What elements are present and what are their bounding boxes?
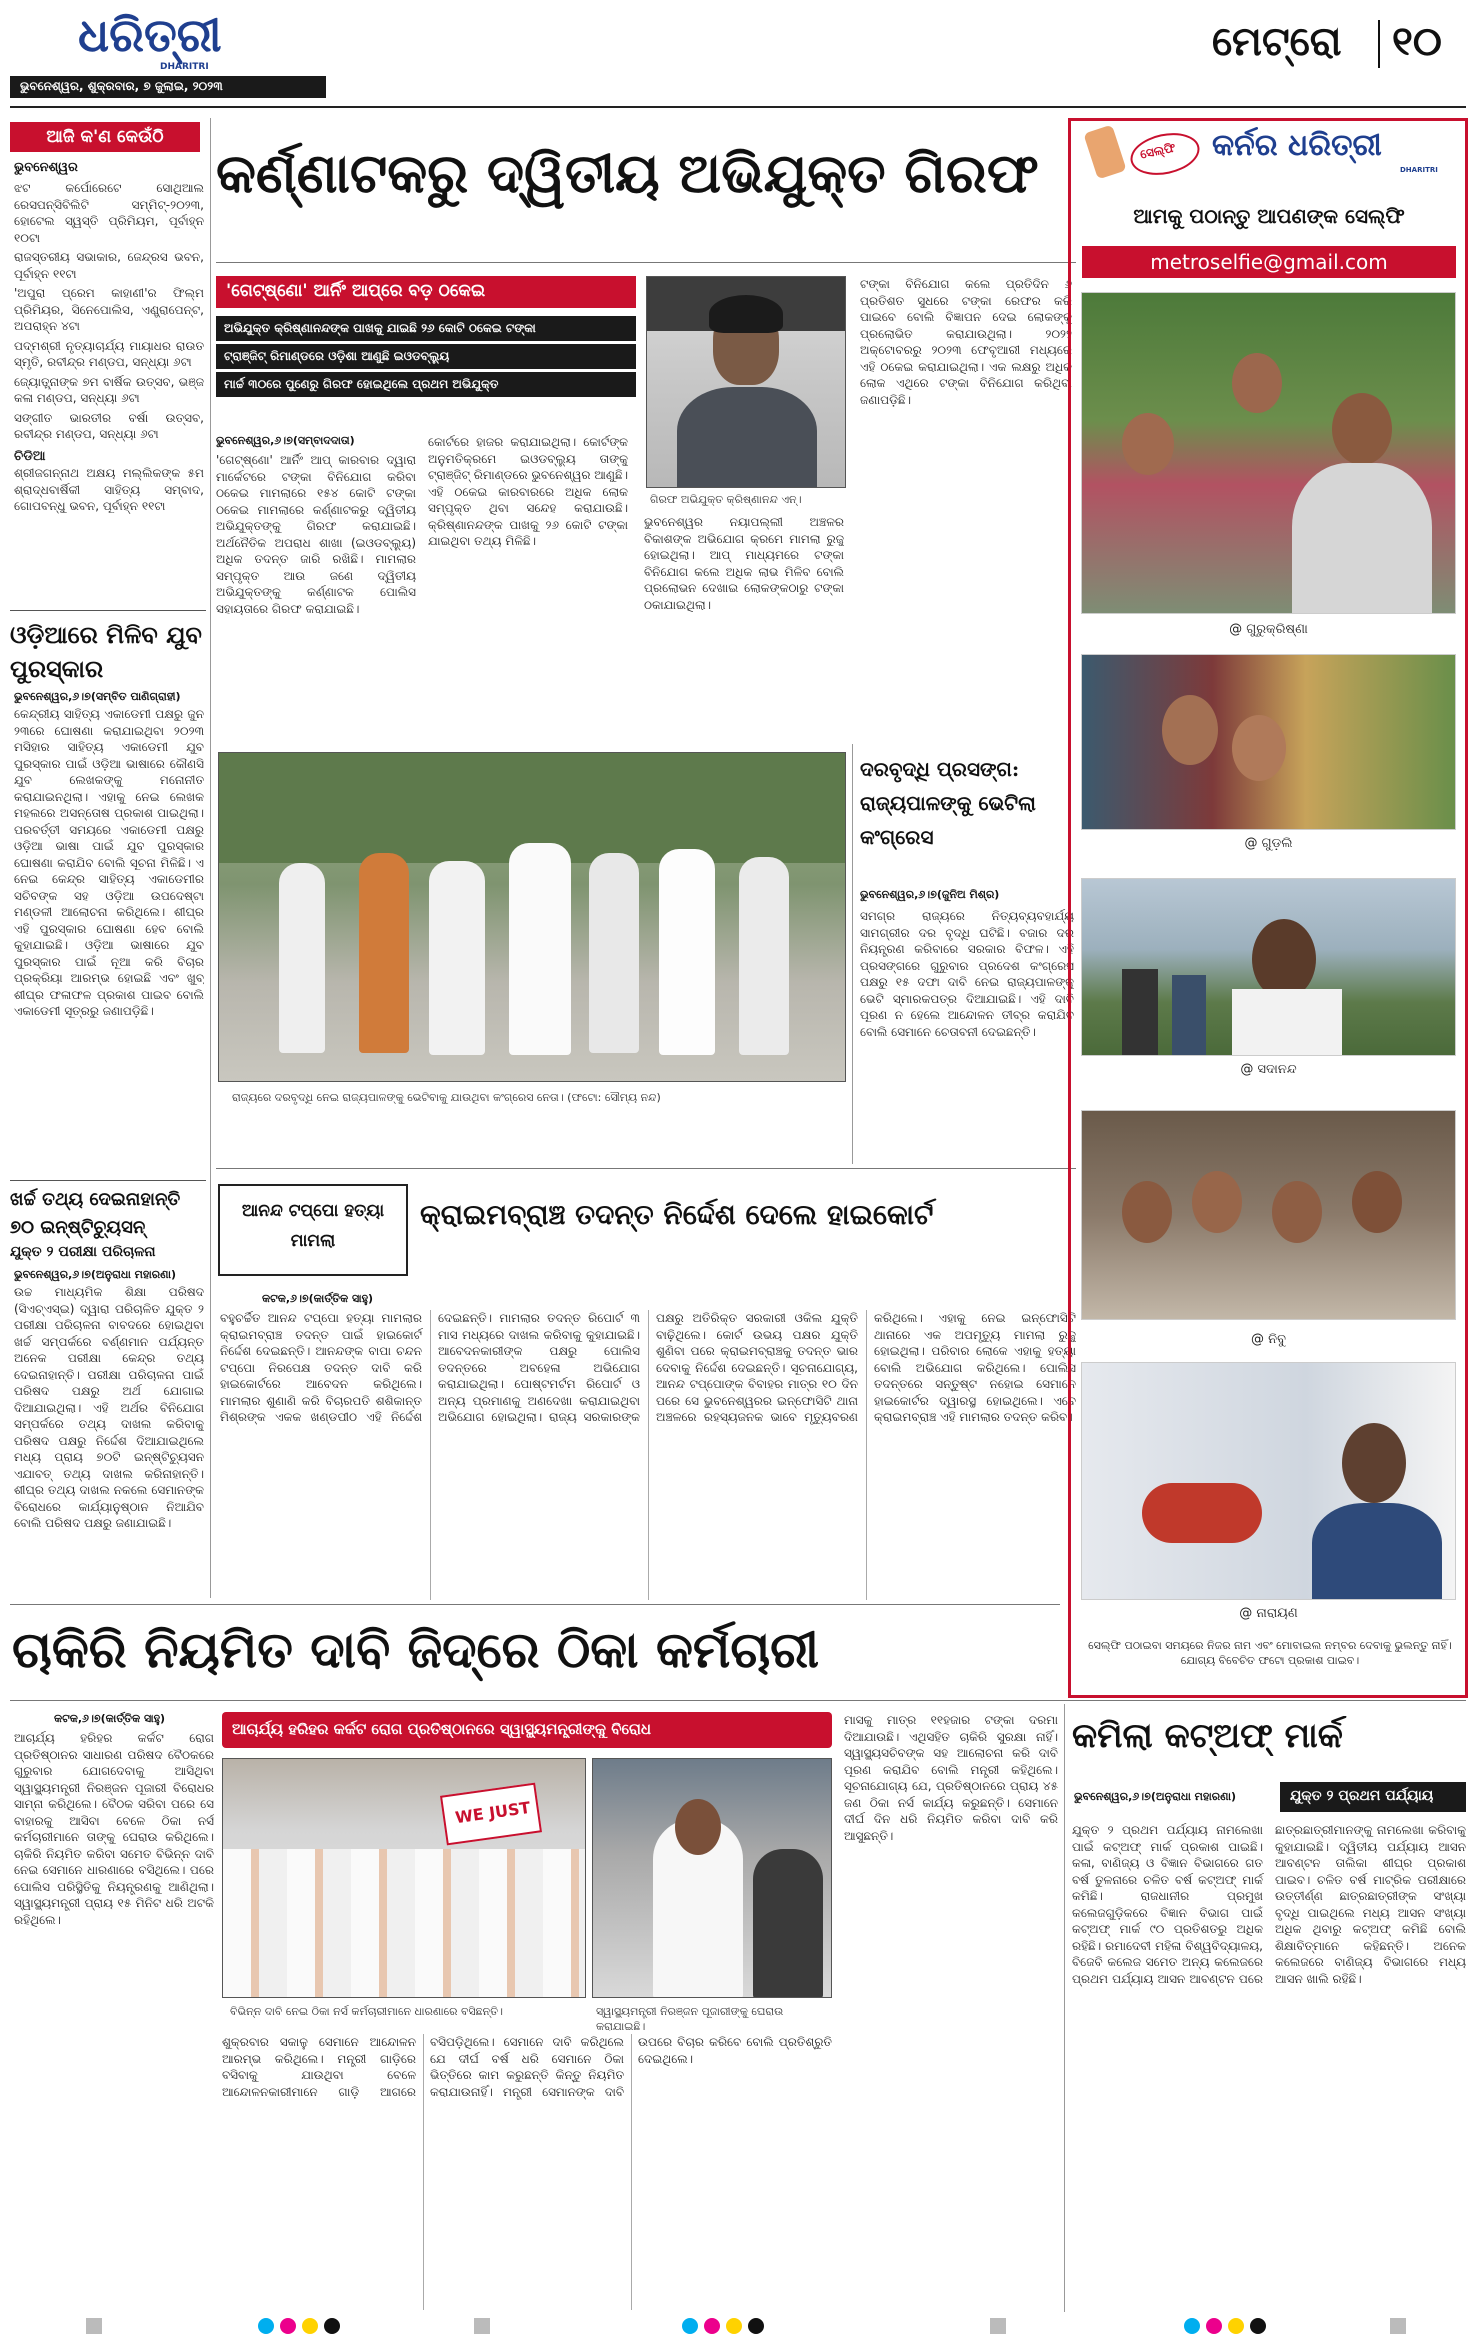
selfie-tagline: ଆମକୁ ପଠାନ୍ତୁ ଆପଣଙ୍କ ସେଲ୍‌ଫି [1133,204,1405,228]
sidebar-item: ପଦ୍ମଶ୍ରୀ ନୃତ୍ୟାଚାର୍ଯ୍ୟ ମାୟାଧର ରାଉତ ସ୍ମୃତି, ରବୀନ୍ଦ୍ର ମଣ୍ଡପ, ସନ୍ଧ୍ୟା ୬ଟା [14,338,204,369]
nurses-byline: କଟକ,୬।୭(କାର୍ତ୍ତିକ ସାହୁ) [54,1712,166,1725]
selfie-email: metroselfie@gmail.com [1082,246,1456,278]
accused-photo-caption: ଗିରଫ ଅଭିଯୁକ୍ତ କ୍ରିଷ୍ଣାନନ୍ଦ ଏନ୍। [650,493,802,506]
selfie-figure [1312,1503,1442,1600]
accused-hair [709,295,783,333]
youth-award-byline: ଭୁବନେଶ୍ୱର,୬।୭(ସମ୍ବିତ ପାଣିଗ୍ରାହୀ) [14,690,181,703]
sidebar-item: ରାଜସ୍ତରୀୟ ସଭାକାର, ଜେନ୍ଦ୍ରସ ଭବନ, ପୂର୍ବାହ୍ନ ୧୧ଟା [14,250,204,281]
lead-bullet: ମାର୍ଚ୍ଚ ୩୦ରେ ପୁଣେରୁ ଗିରଫ ହୋଇଥିଲେ ପ୍ରଥମ ଅଭିଯୁକ୍ତ [216,372,636,397]
march-person [659,849,715,1055]
masthead-rule [10,106,1466,108]
selfie-brand-sub: DHARITRI [1400,166,1438,174]
nurses-photo-caption-2: ସ୍ୱାସ୍ଥ୍ୟମନ୍ତ୍ରୀ ନିରଞ୍ଜନ ପୂଜାରୀଙ୍କୁ ଘେରାଉ କରାଯାଇଛି। [596,2005,784,2033]
sidebar-item: ଜ୍ୟୋତ୍ସ୍ନାଙ୍କ ୭ମ ବାର୍ଷିକ ଉତ୍ସବ, ଭଞ୍ଜ କଳା ମଣ୍ଡପ, ସନ୍ଧ୍ୟା ୬ଟା [14,374,204,405]
newspaper-logo-sub: DHARITRI [160,62,209,72]
nurses-subhead-text: ଆଚାର୍ଯ୍ୟ ହରିହର କର୍କଟ ରୋଗ ପ୍ରତିଷ୍ଠାନରେ ସ୍ୱାସ୍ଥ୍ୟମନ୍ତ୍ରୀଙ୍କୁ ବିରୋଧ [232,1720,652,1738]
lead-column-4: ଟଙ୍କା ବିନିଯୋଗ କଲେ ପ୍ରତିଦିନ ୬ ପ୍ରତିଶତ ସୁଧରେ ଟଙ୍କା ରେଫର କରି ପାଇବେ ବୋଲି ବିଜ୍ଞାପନ ଦେଇ ଲୋକଙ୍କୁ ପ୍ରଲୋଭିତ କରାଯାଉଥିଲା। ୨୦୨୨ ଅକ୍ଟୋବରରୁ ୨୦୨୩ ଫେବୃଆରୀ ମଧ୍ୟରେ ଏହି ଠକେଇ କରାଯାଇଥିଲା। ଏକ ଲକ୍ଷରୁ ଅଧିକ ଲୋକ ଏଥିରେ ଟଙ୍କା ବିନିଯୋଗ କରିଥିବା ଜଣାପଡ଼ିଛି। [860,277,1072,407]
selfie-photo-1 [1081,292,1456,614]
congress-body: ସମଗ୍ର ରାଜ୍ୟରେ ନିତ୍ୟବ୍ୟବହାର୍ଯ୍ୟ ସାମଗ୍ରୀର ଦର ବୃଦ୍ଧି ଘଟିଛି। ବଜାର ଦର ନିୟନ୍ତ୍ରଣ କରିବାରେ ସରକାର ବିଫଳ। ଏହି ପ୍ରସଙ୍ଗରେ ଗୁରୁବାର ପ୍ରଦେଶ କଂଗ୍ରେସ ପକ୍ଷରୁ ୧୫ ଦଫା ଦାବି ନେଇ ରାଜ୍ୟପାଳଙ୍କୁ ଭେଟି ସ୍ମାରକପତ୍ର ଦିଆଯାଇଛି। ଏହି ଦାବି ପୂରଣ ନ ହେଲେ ଆନ୍ଦୋଳନ ତୀବ୍ର କରାଯିବ ବୋଲି ସେମାନେ ଚେତାବନୀ ଦେଇଛନ୍ତି। [860,909,1074,1039]
selfie-figure [1232,989,1342,1056]
selfie-note: ସେଲ୍‌ଫି ପଠାଇବା ସମୟରେ ନିଜର ନାମ ଏବଂ ମୋବାଇଲ ନମ୍ବର ଦେବାକୁ ଭୁଲନ୍ତୁ ନାହିଁ। ଯୋଗ୍ୟ ବିବେଚିତ ଫଟୋ ପ୍ରକାଶ ପାଇବ। [1088,1639,1452,1667]
minister-gherao-photo [592,1758,832,1998]
accused-photo [646,276,846,488]
march-person [429,861,485,1055]
lead-headline: କର୍ଣ୍ଣାଟକରୁ ଦ୍ୱିତୀୟ ଅଭିଯୁକ୍ତ ଗିରଫ [216,141,1039,205]
minister-face [675,1799,721,1855]
selfie-figure [1172,975,1206,1056]
hc-headline: କ୍ରାଇମବ୍ରାଞ୍ଚ ତଦନ୍ତ ନିର୍ଦ୍ଦେଶ ଦେଲେ ହାଇକୋର୍ଟ [420,1198,934,1231]
hc-kicker: ଆନନ୍ଦ ଟପ୍ପୋ ହତ୍ୟା ମାମଲା [241,1201,385,1251]
registration-mark-black [1250,2318,1266,2334]
march-person [359,853,409,1053]
hc-rule [216,1168,1076,1169]
sidebar-item: ଝଟ କର୍ପୋରେଟେ ସୋଥିଆଲ ରେସପନ୍ସିବିଲିଟି ସମ୍ମିଟ୍‌-୨୦୨୩, ହୋଟେଲ ସ୍ୱସ୍ତି ପ୍ରିମିୟମ, ପୂର୍ବାହ୍ନ ୧୦ଟା [14,181,204,245]
registration-mark-magenta [280,2318,296,2334]
nurses-headline: ଚାକିରି ନିୟମିତ ଦାବି ଜିଦ୍‌ରେ ଠିକା କର୍ମଚାରୀ [12,1620,819,1679]
lead-bullet: ଟ୍ରାଞ୍ଜିଟ୍ ରିମାଣ୍ଡରେ ଓଡ଼ିଶା ଆଣୁଛି ଇଓଡବ୍ଲ୍ୟୁ [216,344,636,369]
nurses-column-2: ଶୁକ୍ରବାର ସକାଳୁ ସେମାନେ ଆନ୍ଦୋଳନ ଆରମ୍ଭ କରିଥିଲେ। ମନ୍ତ୍ରୀ ଗାଡ଼ିରେ ବସିବାକୁ ଯାଉଥିବା ବେଳେ ଆନ୍ଦୋଳନକାରୀମାନେ ଗାଡ଼ି ଆଗରେ ବସିପଡ଼ିଥିଲେ। ସେମାନେ ଦାବି କରିଥିଲେ ଯେ ଦୀର୍ଘ ବର୍ଷ ଧରି ସେମାନେ ଠିକା ଭିତ୍ତିରେ କାମ କରୁଛନ୍ତି କିନ୍ତୁ ନିୟମିତ କରାଯାଉନାହିଁ। ମନ୍ତ୍ରୀ ସେମାନଙ୍କ ଦାବି ଉପରେ ବିଚାର କରିବେ ବୋଲି ପ୍ରତିଶ୍ରୁତି ଦେଇଥିଲେ। [222,2035,832,2099]
lead-bullets [216,316,636,397]
congress-photo-caption: ରାଜ୍ୟରେ ଦରବୃଦ୍ଧି ନେଇ ରାଜ୍ୟପାଳଙ୍କୁ ଭେଟିବାକୁ ଯାଉଥିବା କଂଗ୍ରେସ ନେତା। (ଫଟୋ: ସୌମ୍ୟ ନନ୍ଦ) [232,1091,661,1104]
selfie-figure [1292,463,1432,614]
registration-mark-magenta [704,2318,720,2334]
selfie-face [1342,1423,1406,1503]
nurses-crowd [223,1849,586,1998]
registration-gray-mark [86,2318,102,2334]
registration-mark-black [324,2318,340,2334]
nurses-column-1: ଆଚାର୍ଯ୍ୟ ହରିହର କର୍କଟ ରୋଗ ପ୍ରତିଷ୍ଠାନର ସାଧାରଣ ପରିଷଦ ବୈଠକରେ ଗୁରୁବାର ଯୋଗଦେବାକୁ ଆସିଥିବା ସ୍ୱାସ୍ଥ୍ୟମନ୍ତ୍ରୀ ନିରଞ୍ଜନ ପୂଜାରୀ ବିରୋଧର ସାମ୍ନା କରିଥିଲେ। ବୈଠକ ସରିବା ପରେ ସେ ବାହାରକୁ ଆସିବା ବେଳେ ଠିକା ନର୍ସ କର୍ମଚାରୀମାନେ ତାଙ୍କୁ ଘେରାଉ କରିଥିଲେ। ଚାକିରି ନିୟମିତ କରିବା ସମେତ ବିଭିନ୍ନ ଦାବି ନେଇ ସେମାନେ ଧାରଣାରେ ବସିଥିଲେ। ପରେ ପୋଲିସ ପରିସ୍ଥିତିକୁ ନିୟନ୍ତ୍ରଣକୁ ଆଣିଥିଲା। ସ୍ୱାସ୍ଥ୍ୟମନ୍ତ୍ରୀ ପ୍ରାୟ ୧୫ ମିନିଟ ଧରି ଅଟକି ରହିଥିଲେ। [14,1731,214,1927]
selfie-brand-a: ସେଲ୍‌ଫି [1138,140,1177,162]
registration-gray-mark [1390,2318,1406,2334]
page-number: ୧୦ [1392,18,1442,65]
sidebar-rule-2 [10,1180,206,1181]
crowd-figure [753,1849,823,1998]
registration-gray-mark [990,2318,1006,2334]
registration-mark-black [748,2318,764,2334]
expense-body: ଉଚ୍ଚ ମାଧ୍ୟମିକ ଶିକ୍ଷା ପରିଷଦ (ସିଏଚ୍‌ଏସ୍‌ଇ) ଦ୍ୱାରା ପରିଚାଳିତ ଯୁକ୍ତ ୨ ପରୀକ୍ଷା ପରିଚାଳନା ବାବଦରେ ହୋଇଥିବା ଖର୍ଚ୍ଚ ସମ୍ପର୍କରେ ବର୍ଣ୍ଣମାନ ପର୍ଯ୍ୟନ୍ତ ଅନେକ ପରୀକ୍ଷା କେନ୍ଦ୍ର ତଥ୍ୟ ଦେଇନାହାନ୍ତି। ପରୀକ୍ଷା ପରିଚାଳନା ପାଇଁ ପରିଷଦ ପକ୍ଷରୁ ଅର୍ଥ ଯୋଗାଇ ଦିଆଯାଇଥିଲା। ଏହି ଅର୍ଥର ବିନିଯୋଗ ସମ୍ପର୍କରେ ତଥ୍ୟ ଦାଖଲ କରିବାକୁ ପରିଷଦ ପକ୍ଷରୁ ନିର୍ଦ୍ଦେଶ ଦିଆଯାଇଥିଲେ ମଧ୍ୟ ପ୍ରାୟ ୭୦ଟି ଇନ୍‌ଷ୍ଟିଚ୍ୟୁସନ ଏଯାବତ୍ ତଥ୍ୟ ଦାଖଲ କରିନାହାନ୍ତି। ଶୀଘ୍ର ତଥ୍ୟ ଦାଖଲ ନକଲେ ସେମାନଙ୍କ ବିରୋଧରେ କାର୍ଯ୍ୟାନୁଷ୍ଠାନ ନିଆଯିବ ବୋଲି ପରିଷଦ ପକ୍ଷରୁ ଜଣାଯାଇଛି। [14,1285,204,1530]
registration-mark-cyan [682,2318,698,2334]
registration-gray-mark [474,2318,490,2334]
congress-headline: ଦରବୃଦ୍ଧି ପ୍ରସଙ୍ଗ: ରାଜ୍ୟପାଳଙ୍କୁ ଭେଟିଲା କଂଗ୍ରେସ [860,757,1036,849]
cutoff-kicker: ଯୁକ୍ତ ୨ ପ୍ରଥମ ପର୍ଯ୍ୟାୟ [1290,1788,1434,1804]
selfie-face [1252,919,1316,999]
registration-mark-cyan [1184,2318,1200,2334]
march-person [589,853,639,1053]
lead-column-1: 'ଗେଟ୍‌ଷ୍ଣୋ' ଆର୍ନିଂ ଆପ୍ କାରବାର ଦ୍ୱାରା ମାର୍କେଟରେ ଟଙ୍କା ବିନିଯୋଗ କରିବା ଠକେଇ ମାମଲାରେ ୧୫୪ କୋଟି ଟଙ୍କା ଠକେଇ ମାମଲାରେ କର୍ଣ୍ଣାଟକରୁ ଦ୍ୱିତୀୟ ଅଭିଯୁକ୍ତଙ୍କୁ ଗିରଫ କରାଯାଇଛି। ଅର୍ଥନୈତିକ ଅପରାଧ ଶାଖା (ଇଓଡବ୍ଲ୍ୟୁ) ଅଧିକ ତଦନ୍ତ ଜାରି ରଖିଛି। ମାମଲାର ସମ୍ପୃକ୍ତ ଆଉ ଜଣେ ଦ୍ୱିତୀୟ ଅଭିଯୁକ୍ତଙ୍କୁ କର୍ଣ୍ଣାଟକ ପୋଲିସ ସହାୟତାରେ ଗିରଫ କରାଯାଇଛି। [216,453,416,616]
expense-headline: ଖର୍ଚ୍ଚ ତଥ୍ୟ ଦେଇନାହାନ୍ତି ୭୦ ଇନ୍‌ଷ୍ଟିଚ୍ୟୁସନ୍ [10,1189,181,1238]
accused-body [677,387,817,488]
youth-award-body: କେନ୍ଦ୍ରୀୟ ସାହିତ୍ୟ ଏକାଡେମୀ ପକ୍ଷରୁ ଜୁନ ୨୩ରେ ଘୋଷଣା କରାଯାଇଥିବା ୨୦୨୩ ମସିହାର ସାହିତ୍ୟ ଏକାଡେମୀ ଯୁବ ପୁରସ୍କାର ପାଇଁ ଓଡ଼ିଆ ଭାଷାରେ କୌଣସି ଯୁବ ଲେଖକଙ୍କୁ ମନୋନୀତ କରାଯାଇନଥିଲା। ଏହାକୁ ନେଇ ଲେଖକ ମହଲରେ ଅସନ୍ତୋଷ ପ୍ରକାଶ ପାଇଥିଲା। ପରବର୍ତ୍ତୀ ସମୟରେ ଏକାଡେମୀ ପକ୍ଷରୁ ଓଡ଼ିଆ ଭାଷା ପାଇଁ ଯୁବ ପୁରସ୍କାର ଘୋଷଣା କରାଯିବ ବୋଲି ସୂଚନା ମିଳିଛି। ଏ ନେଇ କେନ୍ଦ୍ର ସାହିତ୍ୟ ଏକାଡେମୀର ସଚିବଙ୍କ ସହ ଓଡ଼ିଆ ଉପଦେଷ୍ଟା ମଣ୍ଡଳୀ ଆଲୋଚନା କରିଥିଲେ। ଶୀଘ୍ର ଏହି ପୁରସ୍କାର ଘୋଷଣା ହେବ ବୋଲି କୁହାଯାଇଛି। ଓଡ଼ିଆ ଭାଷାରେ ଯୁବ ପୁରସ୍କାର ପାଇଁ ନୂଆ କରି ବିଚାର ପ୍ରକ୍ରିୟା ଆରମ୍ଭ ହୋଇଛି ଏବଂ ଖୁବ୍ ଶୀଘ୍ର ଫଳାଫଳ ପ୍ରକାଶ ପାଇବ ବୋଲି ଏକାଡେମୀ ସୂତ୍ରରୁ ଜଣାପଡ଼ିଛି। [14,707,204,1018]
selfie-face [1162,695,1218,765]
selfie-name-1: @ ଗୁରୁକ୍ରିଷ୍ଣା [1229,622,1308,637]
selfie-photo-4 [1081,1110,1456,1320]
selfie-face [1122,413,1174,475]
registration-mark-yellow [726,2318,742,2334]
expense-kicker: ଯୁକ୍ତ ୨ ପରୀକ୍ଷା ପରିଚାଳନା [10,1244,156,1260]
selfie-face [1232,715,1286,781]
selfie-figure [1142,1483,1262,1543]
section-divider [1378,20,1380,68]
selfie-face [1232,353,1282,413]
nurses-photo-caption-1: ବିଭିନ୍ନ ଦାବି ନେଇ ଠିକା ନର୍ସ କର୍ମଚାରୀମାନେ ଧାରଣାରେ ବସିଛନ୍ତି। [230,2005,504,2018]
selfie-face [1332,393,1392,465]
lead-column-2: କୋର୍ଟରେ ହାଜର କରାଯାଇଥିଲା। କୋର୍ଟଙ୍କ ଅନୁମତିକ୍ରମେ ଇଓଡବ୍ଲ୍ୟୁ ତାଙ୍କୁ ଟ୍ରାଞ୍ଜିଟ୍ ରିମାଣ୍ଡରେ ଭୁବନେଶ୍ୱର ଆଣୁଛି। ଏହି ଠକେଇ କାରବାରରେ ଅଧିକ ଲୋକ ସମ୍ପୃକ୍ତ ଥିବା ସନ୍ଦେହ କରାଯାଉଛି। କ୍ରିଷ୍ଣାନନ୍ଦଙ୍କ ପାଖକୁ ୨୬ କୋଟି ଟଙ୍କା ଯାଇଥିବା ତଥ୍ୟ ମିଳିଛି। [428,435,628,548]
selfie-name-3: @ ସଦାନନ୍ଦ [1240,1062,1297,1077]
nurses-headline-rule [10,1700,1466,1701]
cutoff-headline: କମିଲା କଟ୍‌ଅଫ୍ ମାର୍କ [1072,1716,1343,1756]
selfie-face [1272,1181,1322,1243]
march-person [739,857,789,1055]
registration-mark-magenta [1206,2318,1222,2334]
selfie-name-2: @ ଗୁଡ଼ଲି [1244,836,1293,851]
selfie-name-4: @ ନିବୁ [1251,1332,1286,1347]
congress-column-rule [852,744,853,1164]
masthead [0,0,1476,108]
section-title: ମେଟ୍ରୋ [1212,18,1342,65]
hc-body: ବହୁଚର୍ଚ୍ଚିତ ଆନନ୍ଦ ଟପ୍ପୋ ହତ୍ୟା ମାମଲାର କ୍ରାଇମବ୍ରାଞ୍ଚ ତଦନ୍ତ ପାଇଁ ହାଇକୋର୍ଟ ନିର୍ଦ୍ଦେଶ ଦେଇଛନ୍ତି। ଆନନ୍ଦଙ୍କ ବାପା ଚନ୍ଦନ ଟପ୍ପୋ ନିରପେକ୍ଷ ତଦନ୍ତ ଦାବି କରି ହାଇକୋର୍ଟରେ ଆବେଦନ କରିଥିଲେ। ମାମଲାର ଶୁଣାଣି କରି ବିଚାରପତି ଶଶିକାନ୍ତ ମିଶ୍ରଙ୍କ ଏକକ ଖଣ୍ଡପୀଠ ଏହି ନିର୍ଦ୍ଦେଶ ଦେଇଛନ୍ତି। ମାମଲାର ତଦନ୍ତ ରିପୋର୍ଟ ୩ ମାସ ମଧ୍ୟରେ ଦାଖଲ କରିବାକୁ କୁହାଯାଇଛି। ଆବେଦନକାରୀଙ୍କ ପକ୍ଷରୁ ପୋଲିସ ତଦନ୍ତରେ ଅବହେଳା ଅଭିଯୋଗ କରାଯାଇଥିଲା। ପୋଷ୍ଟମର୍ଟମ ରିପୋର୍ଟ ଓ ଅନ୍ୟ ପ୍ରମାଣକୁ ଅଣଦେଖା କରାଯାଇଥିବା ଅଭିଯୋଗ ହୋଇଥିଲା। ରାଜ୍ୟ ସରକାରଙ୍କ ପକ୍ଷରୁ ଅତିରିକ୍ତ ସରକାରୀ ଓକିଲ ଯୁକ୍ତି ବାଢ଼ିଥିଲେ। କୋର୍ଟ ଉଭୟ ପକ୍ଷର ଯୁକ୍ତି ଶୁଣିବା ପରେ କ୍ରାଇମବ୍ରାଞ୍ଚକୁ ତଦନ୍ତ ଭାର ଦେବାକୁ ନିର୍ଦ୍ଦେଶ ଦେଇଛନ୍ତି। ସୂଚନାଯୋଗ୍ୟ, ଆନନ୍ଦ ଟପ୍ପୋଙ୍କ ବିବାହର ମାତ୍ର ୧୦ ଦିନ ପରେ ସେ ଭୁବନେଶ୍ୱରର ଇନ୍‌ଫୋସିଟି ଥାନା ଅଞ୍ଚଳରେ ରହସ୍ୟଜନକ ଭାବେ ମୃତ୍ୟୁବରଣ କରିଥିଲେ। ଏହାକୁ ନେଇ ଇନ୍‌ଫୋସିଟି ଥାନାରେ ଏକ ଅପମୃତ୍ୟୁ ମାମଲା ରୁଜୁ ହୋଇଥିଲା। ପରିବାର ଲୋକେ ଏହାକୁ ହତ୍ୟା ବୋଲି ଅଭିଯୋଗ କରିଥିଲେ। ପୋଲିସ ତଦନ୍ତରେ ସନ୍ତୁଷ୍ଟ ନହୋଇ ସେମାନେ ହାଇକୋର୍ଟର ଦ୍ୱାରସ୍ଥ ହୋଇଥିଲେ। ଏବେ କ୍ରାଇମବ୍ରାଞ୍ଚ ଏହି ମାମଲାର ତଦନ୍ତ କରିବ। [220,1311,1076,1424]
sidebar-item: 'ଅପୁରା ପ୍ରେମ କାହାଣୀ'ର ଫିଲ୍ମ ପ୍ରିମିୟର, ସିନେପୋଲିସ, ଏଣ୍ଡ୍ରାପେନ୍ଟ, ଅପରାହ୍ନ ୪ଟା [14,286,204,333]
sidebar-column-rule [210,118,211,1598]
expense-byline: ଭୁବନେଶ୍ୱର,୬।୭(ଅନୁରାଧା ମହାରଣା) [14,1268,176,1281]
selfie-photo-2 [1081,654,1456,830]
registration-mark-yellow [1228,2318,1244,2334]
selfie-figure [1122,969,1158,1056]
congress-byline: ଭୁବନେଶ୍ୱର,୬।୭(ଜୁନିଅ ମିଶ୍ର) [860,888,1000,901]
cutoff-byline: ଭୁବନେଶ୍ୱର,୬।୭(ଅନୁରାଧା ମହାରଣା) [1074,1790,1236,1803]
cutoff-column-rule [1064,1704,1065,2312]
march-person [509,843,571,1055]
sidebar-city: ଭୁବନେଶ୍ୱର [14,160,78,175]
protest-banner-text: WE JUST [454,1797,532,1828]
congress-march-photo [218,752,846,1082]
lead-column-3: ଭୁବନେଶ୍ୱର ନୟାପଲ୍ଲୀ ଅଞ୍ଚଳର ବିକାଶଙ୍କ ଅଭିଯୋଗ କ୍ରମେ ମାମଲା ରୁଜୁ ହୋଇଥିଲା। ଆପ୍ ମାଧ୍ୟମରେ ଟଙ୍କା ବିନିଯୋଗ କଲେ ଅଧିକ ଲାଭ ମିଳିବ ବୋଲି ପ୍ରଲୋଭନ ଦେଖାଇ ଲୋକଙ୍କଠାରୁ ଟଙ୍କା ଠକାଯାଇଥିଲା। [644,515,844,612]
sidebar-item: ସଙ୍ଗୀତ ଭାରତୀର ବର୍ଷା ଉତ୍ସବ, ରବୀନ୍ଦ୍ର ମଣ୍ଡପ, ସନ୍ଧ୍ୟା ୬ଟା [14,410,204,441]
sidebar-rule-1 [10,610,206,611]
sidebar-item: ଶ୍ରୀଜଗନ୍ନାଥ ଅକ୍ଷୟ ମଲ୍ଲିକଙ୍କ ୫ମ ଶ୍ରାଦ୍ଧବାର୍ଷିକୀ ସାହିତ୍ୟ ସମ୍ବାଦ, ଗୋପବନ୍ଧୁ ଭବନ, ପୂର୍ବାହ୍ନ ୧୧ଟା [14,466,204,513]
lead-rule [216,262,1076,263]
nurses-column-3: ମାସକୁ ମାତ୍ର ୧୧ହଜାର ଟଙ୍କା ଦରମା ଦିଆଯାଉଛି। ଏଥିସହିତ ଚାକିରି ସୁରକ୍ଷା ନାହିଁ। ସ୍ୱାସ୍ଥ୍ୟସଚିବଙ୍କ ସହ ଆଲୋଚନା କରି ଦାବି ପୂରଣ କରାଯିବ ବୋଲି ମନ୍ତ୍ରୀ କହିଥିଲେ। ସୂଚନାଯୋଗ୍ୟ ଯେ, ପ୍ରତିଷ୍ଠାନରେ ପ୍ରାୟ ୪୫ ଜଣ ଠିକା ନର୍ସ କାର୍ଯ୍ୟ କରୁଛନ୍ତି। ସେମାନେ ଦୀର୍ଘ ଦିନ ଧରି ନିୟମିତ କରିବା ଦାବି କରି ଆସୁଛନ୍ତି। [844,1713,1058,1843]
bottom-section-rule [10,1604,1060,1605]
lead-kicker-text: 'ଗେଟ୍‌ଷ୍ଣୋ' ଆର୍ନିଂ ଆପ୍‌ରେ ବଡ଼ ଠକେଇ [226,281,486,301]
dateline: ଭୁବନେଶ୍ୱର, ଶୁକ୍ରବାର, ୭ ଜୁଲାଇ, ୨୦୨୩ [20,79,223,93]
selfie-photo-3 [1081,878,1456,1056]
march-person [279,863,325,1053]
hc-byline: କଟକ,୬।୭(କାର୍ତ୍ତିକ ସାହୁ) [262,1292,374,1305]
sidebar-city-2: ଚିଡିଆ [14,448,46,464]
lead-byline: ଭୁବନେଶ୍ୱର,୬।୭(ସମ୍ବାଦଦାତା) [216,434,355,447]
registration-mark-yellow [302,2318,318,2334]
sidebar-list [14,180,204,515]
newspaper-logo: ଧରିତ୍ରୀ [78,8,222,62]
selfie-face [1122,1181,1172,1243]
cutoff-body: ଯୁକ୍ତ ୨ ପ୍ରଥମ ପର୍ଯ୍ୟାୟ ନାମଲେଖା ପାଇଁ କଟ୍‌ଅଫ୍ ମାର୍କ ପ୍ରକାଶ ପାଇଛି। କଳା, ବାଣିଜ୍ୟ ଓ ବିଜ୍ଞାନ ବିଭାଗରେ ଗତ ବର୍ଷ ତୁଳନାରେ ଚଳିତ ବର୍ଷ କଟ୍‌ଅଫ୍ ମାର୍କ କମିଛି। ରାଜଧାନୀର ପ୍ରମୁଖ କଲେଜଗୁଡ଼ିକରେ ବିଜ୍ଞାନ ବିଭାଗ ପାଇଁ କଟ୍‌ଅଫ୍ ମାର୍କ ୯୦ ପ୍ରତିଶତରୁ ଅଧିକ ରହିଛି। ରମାଦେବୀ ମହିଳା ବିଶ୍ୱବିଦ୍ୟାଳୟ, ବିଜେବି କଲେଜ ସମେତ ଅନ୍ୟ କଲେଜରେ ପ୍ରଥମ ପର୍ଯ୍ୟାୟ ଆସନ ଆବଣ୍ଟନ ପରେ ଛାତ୍ରଛାତ୍ରୀମାନଙ୍କୁ ନାମଲେଖା କରିବାକୁ କୁହାଯାଇଛି। ଦ୍ୱିତୀୟ ପର୍ଯ୍ୟାୟ ଆସନ ଆବଣ୍ଟନ ତାଲିକା ଶୀଘ୍ର ପ୍ରକାଶ ପାଇବ। ଚଳିତ ବର୍ଷ ମାଟ୍ରିକ ପରୀକ୍ଷାରେ ଉତ୍ତୀର୍ଣ୍ଣ ଛାତ୍ରଛାତ୍ରୀଙ୍କ ସଂଖ୍ୟା ବୃଦ୍ଧି ପାଇଥିଲେ ମଧ୍ୟ ଆସନ ସଂଖ୍ୟା ଅଧିକ ଥିବାରୁ କଟ୍‌ଅଫ୍ କମିଛି ବୋଲି ଶିକ୍ଷାବିତ୍‌ମାନେ କହିଛନ୍ତି। ଅନେକ କଲେଜରେ ବାଣିଜ୍ୟ ବିଭାଗରେ ମଧ୍ୟ ଆସନ ଖାଲି ରହିଛି। [1072,1823,1466,1986]
selfie-photo-5 [1081,1362,1456,1600]
selfie-name-5: @ ନାରାୟଣ [1239,1606,1298,1621]
selfie-brand-b: କର୍ନର ଧରିତ୍ରୀ [1212,128,1382,163]
nurses-protest-photo [222,1758,586,1998]
registration-mark-cyan [258,2318,274,2334]
selfie-face [1192,1171,1242,1233]
selfie-face [1352,1171,1402,1233]
youth-award-headline: ଓଡ଼ିଆରେ ମିଳିବ ଯୁବ ପୁରସ୍କାର [10,620,202,683]
lead-bullet: ଅଭିଯୁକ୍ତ କ୍ରିଷ୍ଣାନନ୍ଦଙ୍କ ପାଖକୁ ଯାଇଛି ୨୬ କୋଟି ଠକେଇ ଟଙ୍କା [216,316,636,341]
sidebar-title: ଆଜି କ'ଣ କେଉଁଠି [10,122,200,152]
